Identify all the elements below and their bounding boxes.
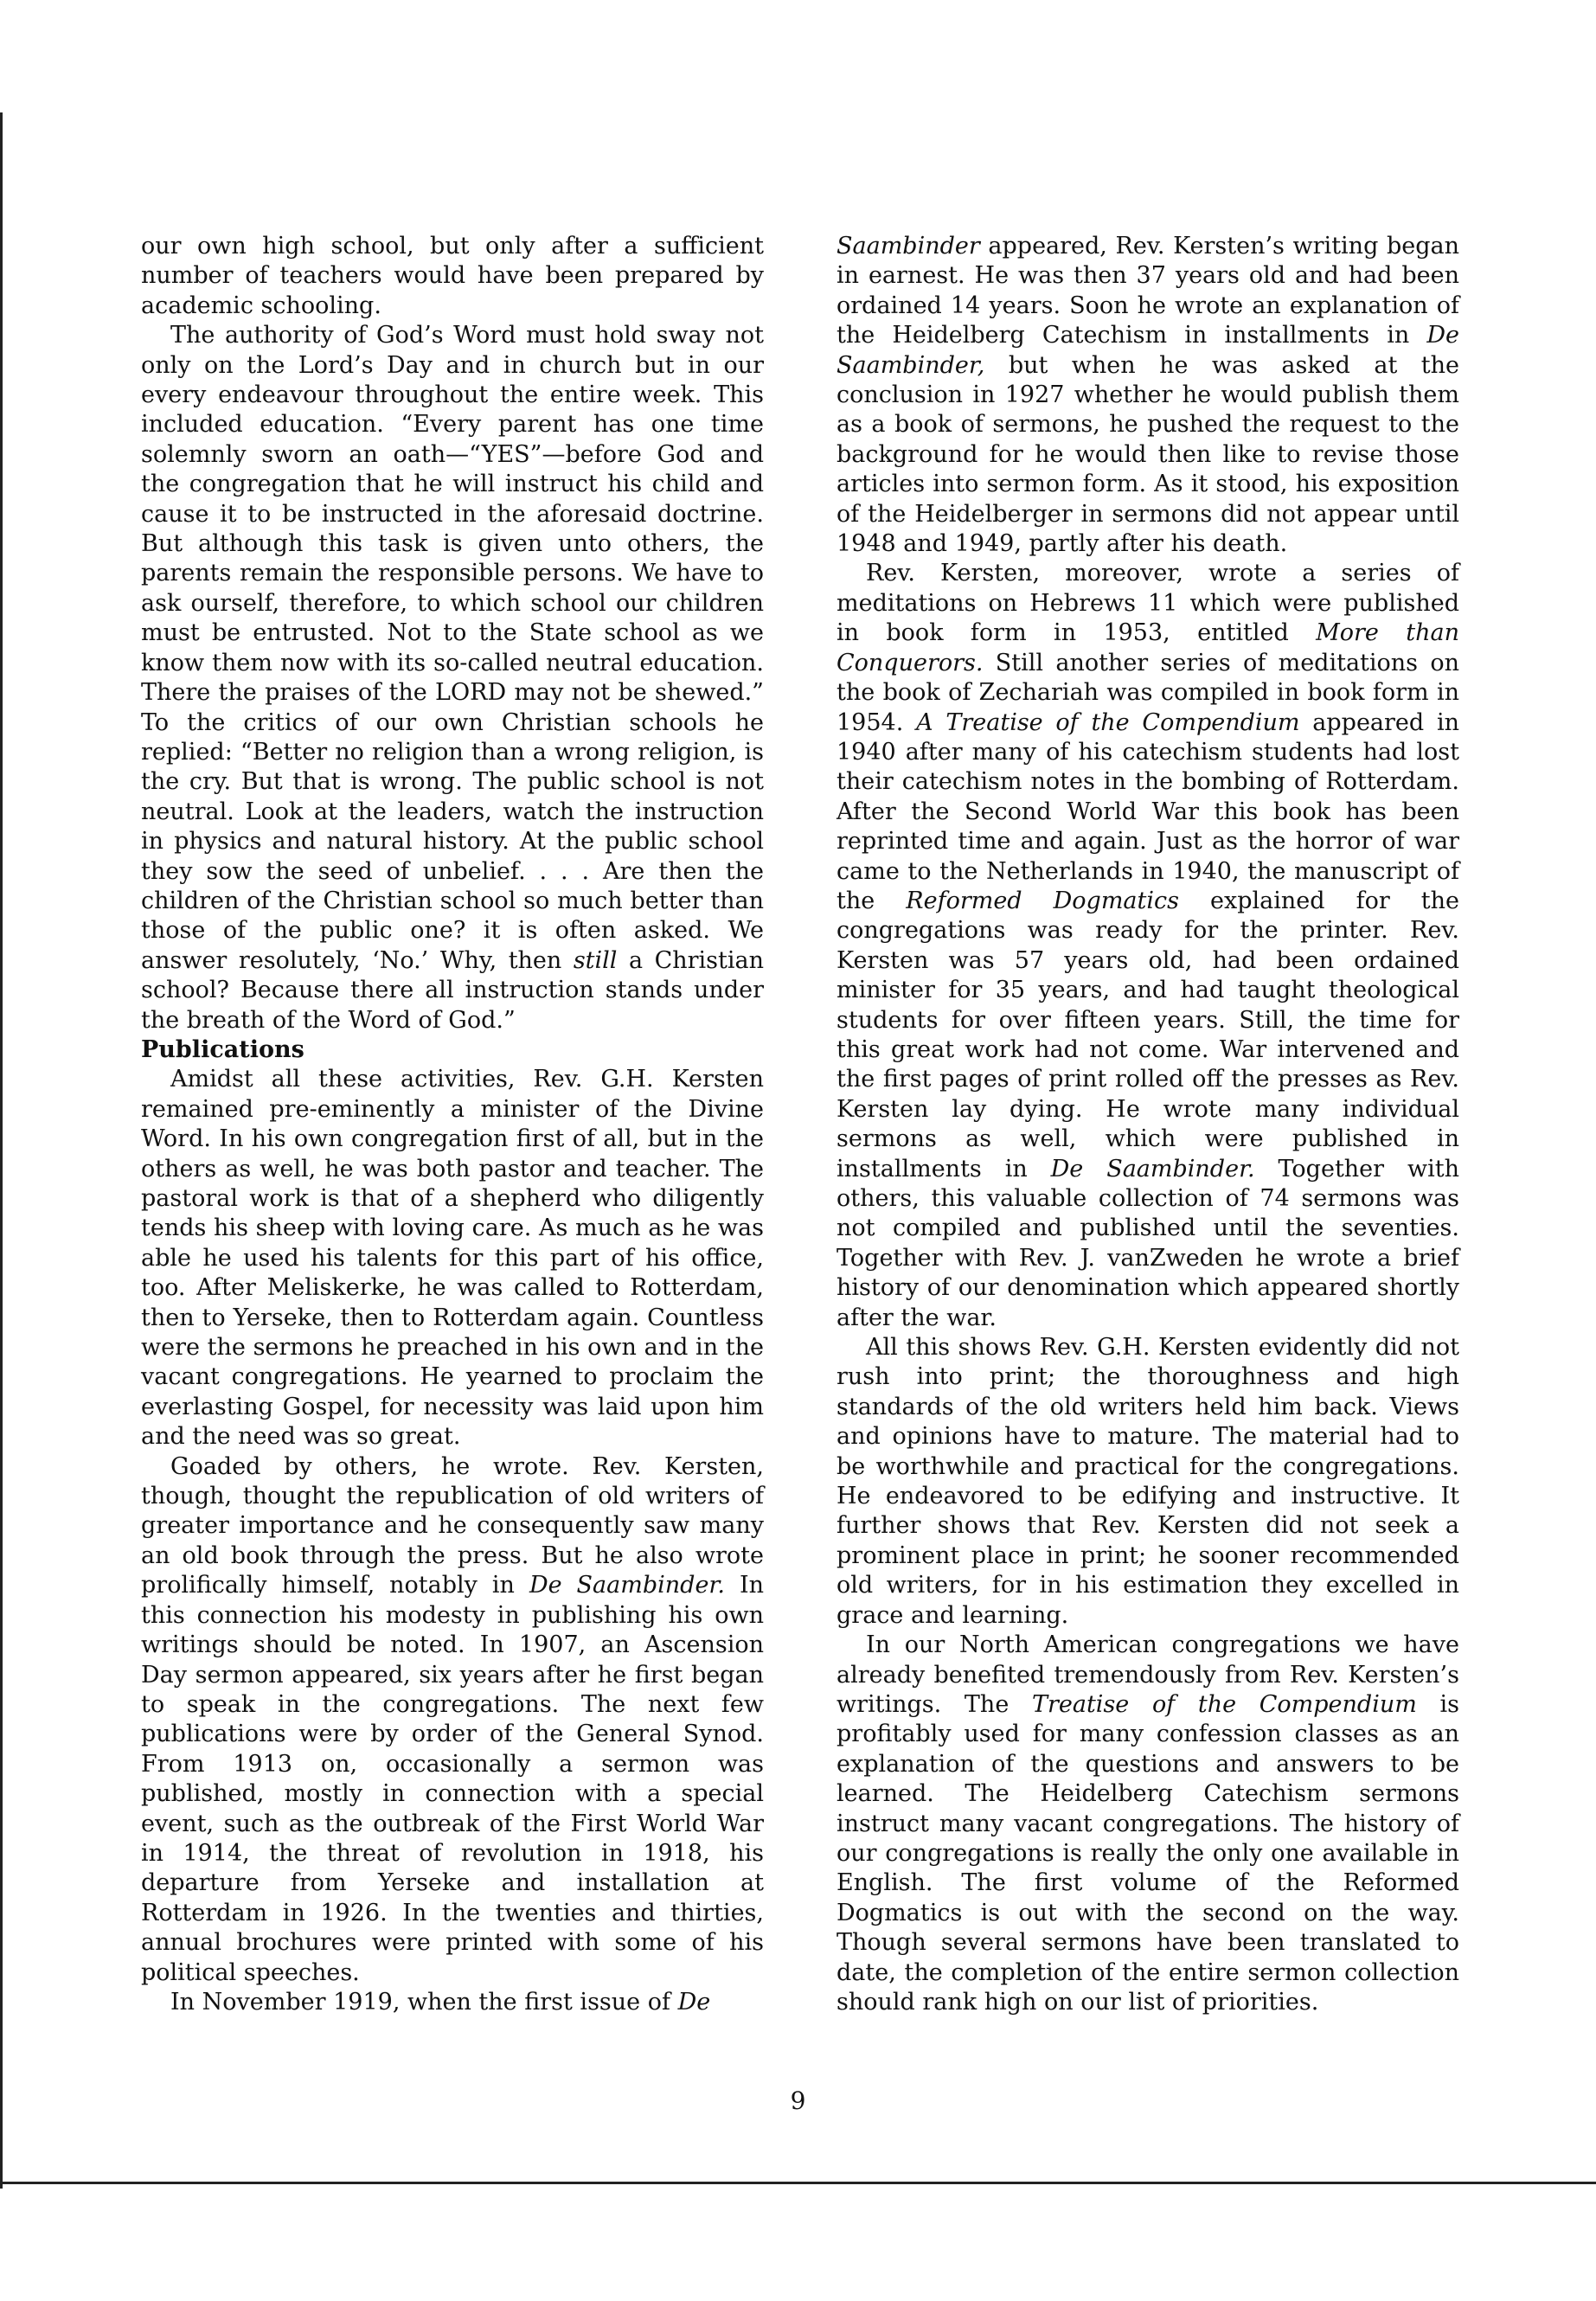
left-paragraph-5: In November 1919, when the first issue of De [170, 1988, 711, 2016]
section-heading-publications: Publications [141, 1035, 304, 1063]
scan-edge-bottom [0, 2182, 1596, 2184]
page-number: 9 [790, 2086, 806, 2115]
scan-edge-left [0, 112, 3, 2189]
right-paragraph-3: All this shows Rev. G.H. Kersten evidently did not rush into print; the thoroughness and high standards of the old writers held him back. Views and opinions have to mature. The material had to be worthwhile and practical for the congregations. He endeavored to be edifying and instructive. It further shows that Rev. Kersten did not seek a prominent place in print; he sooner recommended old writers, for in his estimation they excelled in grace and learning. [836, 1334, 1459, 1629]
right-paragraph-2: Rev. Kersten, moreover, wrote a series of meditations on Hebrews 11 which were published in book form in 1953, entitled More than Conquerors. Still another series of meditations on the book of Zechariah was compiled in book form in 1954. A Treatise of the Compendium appeared in 1940 after many of his catechism students had lost their catechism notes in the bombing of Rotterdam. After the Second World War this book has been reprinted time and again. Just as the horror of war came to the Netherlands in 1940, the manuscript of the Reformed Dogmatics explained for the congregations was ready for the printer. Rev. Kersten was 57 years old, had been ordained minister for 35 years, and had taught theological students for over fifteen years. Still, the time for this great work had not come. War intervened and the first pages of print rolled off the presses as Rev. Kersten lay dying. He wrote many individual sermons as well, which were published in installments in De Saambinder. Together with others, this valuable collection of 74 sermons was not compiled and published until the seventies. Together with Rev. J. vanZweden he wrote a brief history of our denomination which appeared shortly after the war. [836, 560, 1459, 1331]
left-column [141, 232, 764, 2017]
right-paragraph-4: In our North American congregations we have already benefited tremendously from Rev. Kersten’s writings. The Treatise of the Compendium is profitably used for many confession classes as an explanation of the questions and answers to be learned. The Heidelberg Catechism sermons instruct many vacant congregations. The history of our congregations is really the only one available in English. The first volume of the Reformed Dogmatics is out with the second on the way. Though several sermons have been translated to date, the completion of the entire sermon collection should rank high on our list of priorities. [836, 1631, 1460, 2016]
right-paragraph-1: Saambinder appeared, Rev. Kersten’s writing began in earnest. He was then 37 years old and had been ordained 14 years. Soon he wrote an explanation of the Heidelberg Catechism in installments in De Saambinder, but when he was asked at the conclusion in 1927 whether he would publish them as a book of sermons, he pushed the request to the background for he would then like to revise those articles into sermon form. As it stood, his exposition of the Heidelberger in sermons did not appear until 1948 and 1949, partly after his death. [836, 233, 1459, 558]
left-paragraph-4: Goaded by others, he wrote. Rev. Kersten, though, thought the republication of old writers of greater importance and he consequently saw many an old book through the press. But he also wrote prolifically himself, notably in De Saambinder. In this connection his modesty in publishing his own writings should be noted. In 1907, an Ascension Day sermon appeared, six years after he first began to speak in the congregations. The next few publications were by order of the General Synod. From 1913 on, occasionally a sermon was published, mostly in connection with a special event, such as the outbreak of the First World War in 1914, the threat of revolution in 1918, his departure from Yerseke and installation at Rotterdam in 1926. In the twenties and thirties, annual brochures were printed with some of his political speeches. [141, 1452, 764, 1986]
left-paragraph-3: Amidst all these activities, Rev. G.H. Kersten remained pre-eminently a minister of the Divine Word. In his own congregation first of all, but in the others as well, he was both pastor and teacher. The pastoral work is that of a shepherd who diligently tends his sheep with loving care. As much as he was able he used his talents for this part of his office, too. After Meliskerke, he was called to Rotterdam, then to Yerseke, then to Rotterdam again. Countless were the sermons he preached in his own and in the vacant congregations. He yearned to proclaim the everlasting Gospel, for necessity was laid upon him and the need was so great. [141, 1066, 764, 1451]
right-column [836, 232, 1459, 2017]
left-paragraph-1: our own high school, but only after a sufficient number of teachers would have been prepared by academic schooling. [141, 233, 764, 319]
left-paragraph-2: The authority of God’s Word must hold sway not only on the Lord’s Day and in church but in our every endeavour throughout the entire week. This included education. “Every parent has one time solemnly sworn an oath—“YES”—before God and the congregation that he will instruct his child and cause it to be instructed in the aforesaid doctrine. But although this task is given unto others, the parents remain the responsible persons. We have to ask ourself, therefore, to which school our children must be entrusted. Not to the State school as we know them now with its so-called neutral education. There the praises of the LORD may not be shewed.” To the critics of our own Christian schools he replied: “Better no religion than a wrong religion, is the cry. But that is wrong. The public school is not neutral. Look at the leaders, watch the instruction in physics and natural history. At the public school they sow the seed of unbelief. . . . Are then the children of the Christian school so much better than those of the public one? it is often asked. We answer resolutely, ‘No.’ Why, then still a Christian school? Because there all instruction stands under the breath of the Word of God.” [141, 322, 765, 1034]
